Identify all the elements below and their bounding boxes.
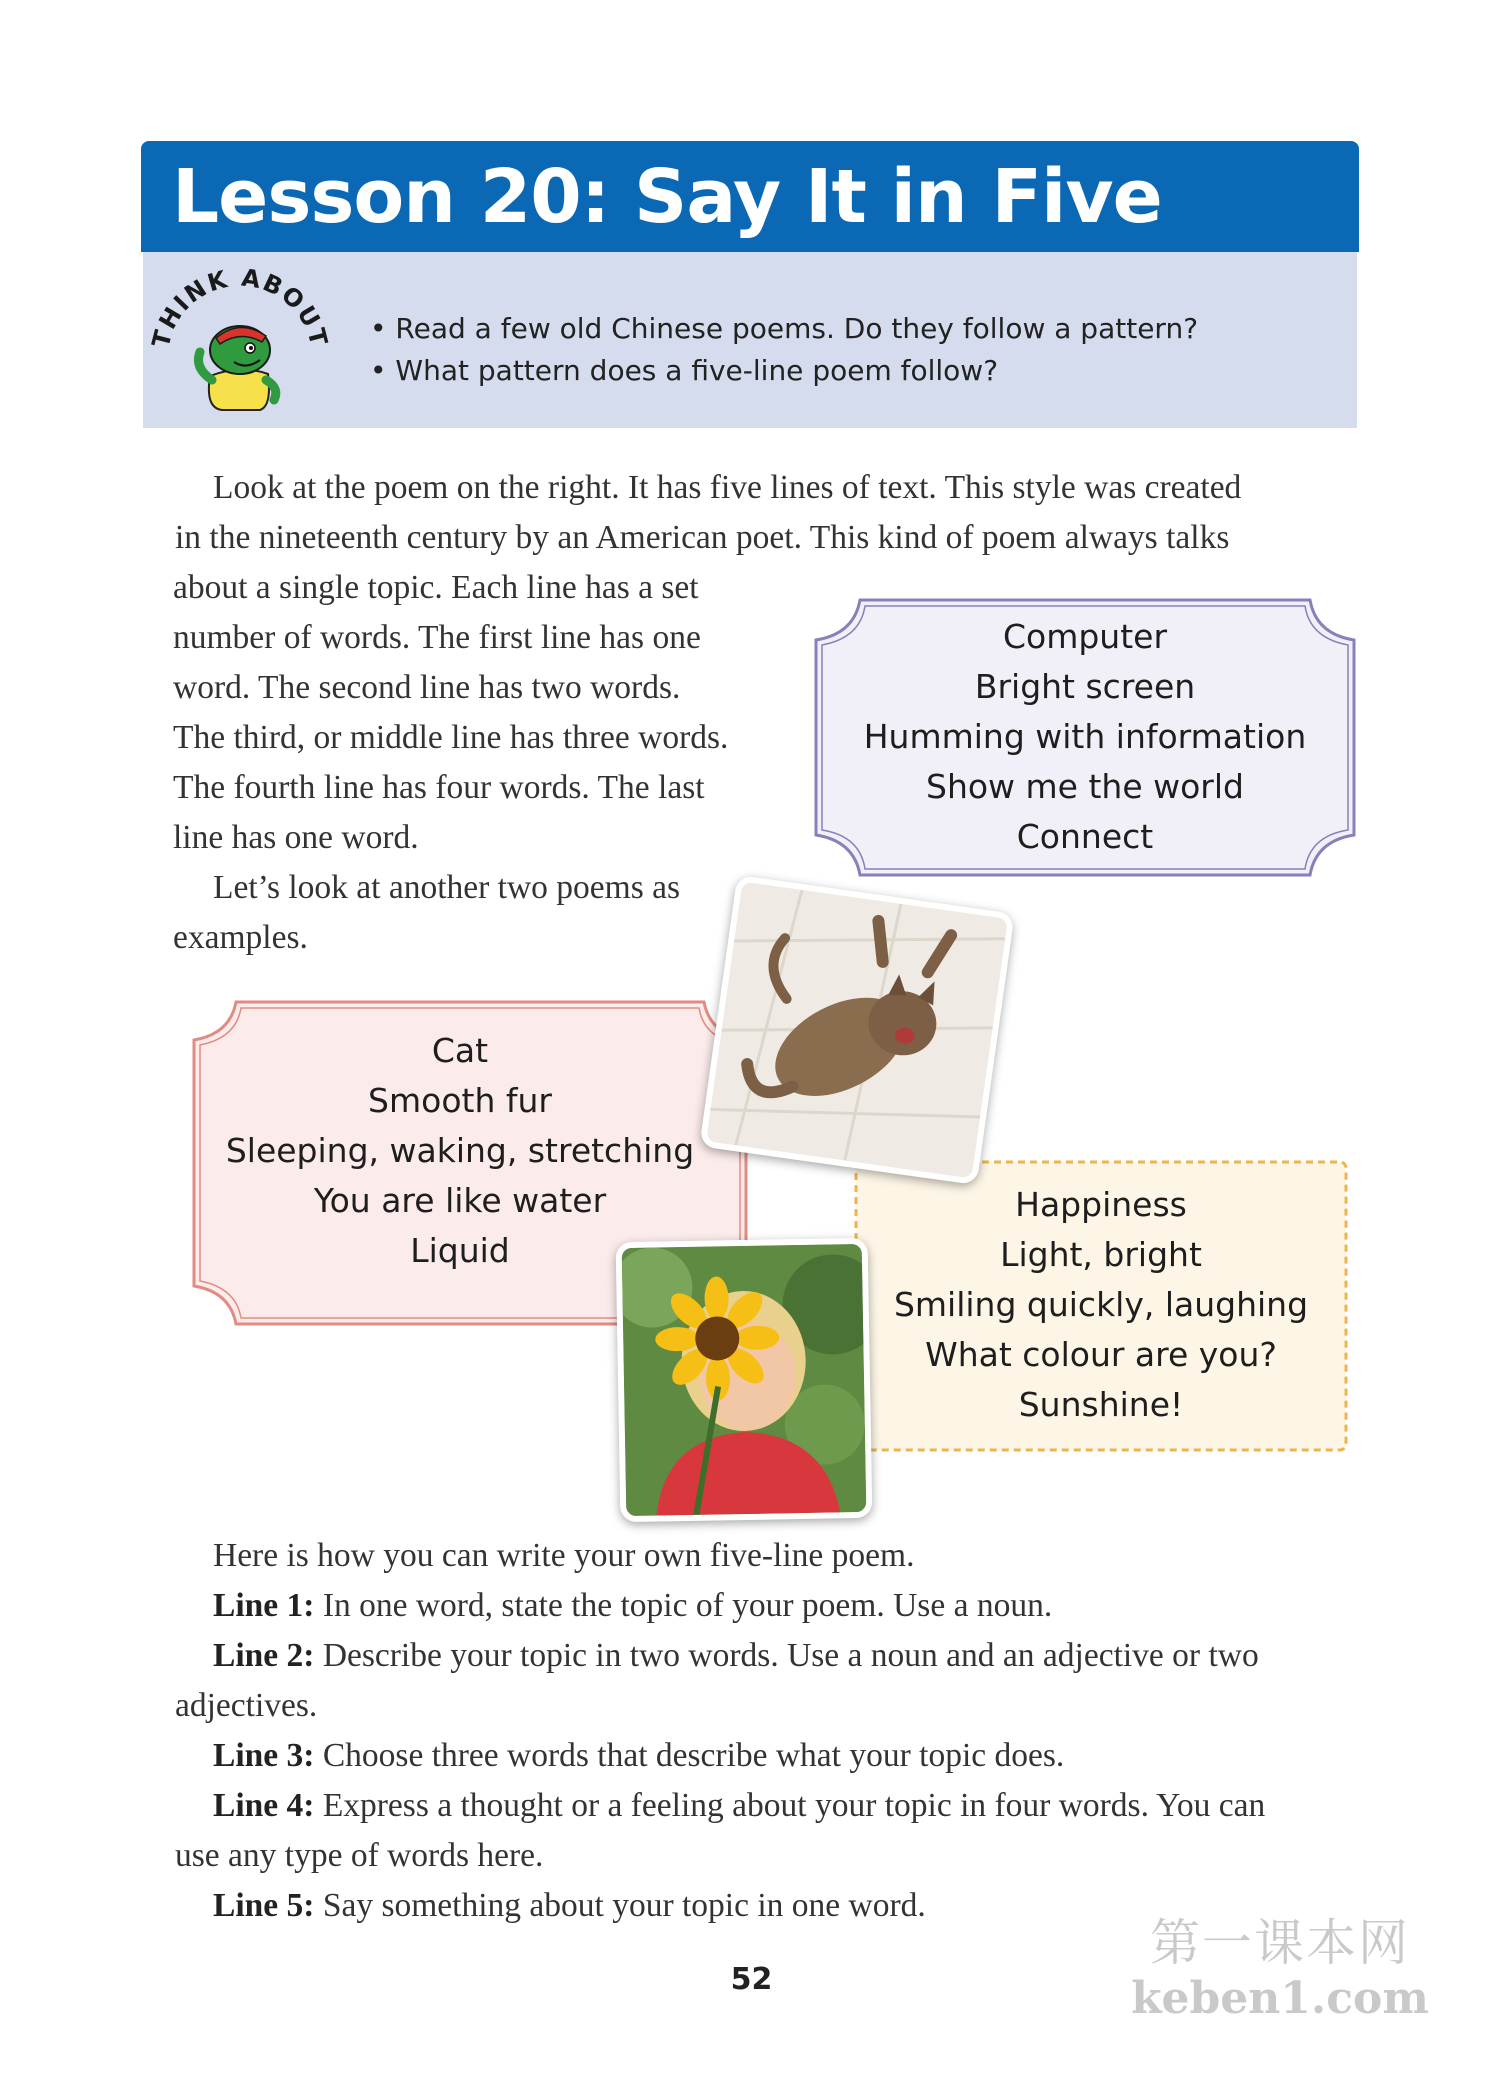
page-number: 52 [730, 1962, 773, 1997]
instruction-text: Describe your topic in two words. Use a noun and an adjective or two [314, 1637, 1259, 1674]
poem-line: Bright screen [974, 667, 1196, 706]
kitten-image [706, 882, 1008, 1179]
poem-line: Computer [1002, 617, 1168, 656]
poem-text [812, 612, 1358, 862]
intro-line: Let’s look at another two poems as [213, 869, 681, 906]
kitten-photo [699, 875, 1014, 1185]
instruction-line-4-cont: use any type of words here. [175, 1837, 544, 1874]
think-question: • Read a few old Chinese poems. Do they follow a pattern? [370, 312, 1199, 345]
poem-card-computer [812, 596, 1358, 879]
think-about-it-questions [370, 308, 1198, 392]
intro-line: examples. [173, 919, 308, 956]
poem-line: Smooth fur [368, 1081, 552, 1120]
think-about-it-mascot [150, 268, 330, 418]
instruction-text: Say something about your topic in one word. [314, 1887, 926, 1924]
poem-line: Show me the world [926, 767, 1244, 806]
intro-line: Look at the poem on the right. It has five lines of text. This style was created [213, 469, 1242, 506]
instruction-text: Choose three words that describe what your topic does. [314, 1737, 1065, 1774]
instruction-text: In one word, state the topic of your poem. Use a noun. [314, 1587, 1053, 1624]
watermark [1130, 1915, 1430, 2027]
intro-line: line has one word. [173, 819, 419, 856]
intro-line: The third, or middle line has three words. [173, 719, 729, 756]
poem-line: You are like water [313, 1181, 607, 1220]
sunflower-child-image [622, 1244, 867, 1516]
intro-line: in the nineteenth century by an American poet. This kind of poem always talks [175, 519, 1230, 556]
poem-line: Liquid [410, 1231, 510, 1270]
poem-line: Happiness [1015, 1185, 1187, 1224]
instruction-line-2 [213, 1631, 1259, 1681]
watermark-cn: 第一课本网 [1150, 1914, 1410, 1972]
instruction-label: Line 1: [213, 1587, 315, 1624]
think-question: • What pattern does a five-line poem follow? [370, 354, 999, 387]
intro-line: number of words. The first line has one [173, 619, 701, 656]
instruction-line-2-cont: adjectives. [175, 1687, 318, 1724]
lesson-title: Lesson 20: Say It in Five [172, 154, 1162, 240]
instruction-line-3 [213, 1731, 1064, 1781]
watermark-url: keben1.com [1131, 1973, 1429, 2024]
poem-line: Humming with information [863, 717, 1307, 756]
poem-line: Cat [431, 1031, 489, 1070]
instruction-text: Express a thought or a feeling about your topic in four words. You can [314, 1787, 1266, 1824]
poem-line: Sunshine! [1018, 1385, 1184, 1424]
instruction-label: Line 3: [213, 1737, 315, 1774]
poem-line: Connect [1016, 817, 1154, 856]
instruction-line-5 [213, 1881, 926, 1931]
poem-line: What colour are you? [925, 1335, 1277, 1374]
intro-line: word. The second line has two words. [173, 669, 681, 706]
poem-text [190, 1026, 730, 1276]
instructions-intro: Here is how you can write your own five-line poem. [213, 1537, 915, 1574]
intro-line: The fourth line has four words. The last [173, 769, 705, 806]
instruction-label: Line 4: [213, 1787, 315, 1824]
poem-line: Smiling quickly, laughing [893, 1285, 1309, 1324]
think-about-it-label: HINK ABOU [153, 268, 327, 334]
poem-text [850, 1180, 1352, 1430]
poem-card-happiness [850, 1156, 1352, 1456]
child-sunflower-photo [616, 1238, 873, 1522]
dinosaur-mascot-icon [150, 268, 330, 418]
poem-line: Sleeping, waking, stretching [225, 1131, 695, 1170]
intro-line: about a single topic. Each line has a set [173, 569, 699, 606]
instruction-label: Line 5: [213, 1887, 315, 1924]
instruction-label: Line 2: [213, 1637, 315, 1674]
poem-line: Light, bright [1000, 1235, 1202, 1274]
instruction-line-1 [213, 1581, 1052, 1631]
instruction-line-4 [213, 1781, 1265, 1831]
